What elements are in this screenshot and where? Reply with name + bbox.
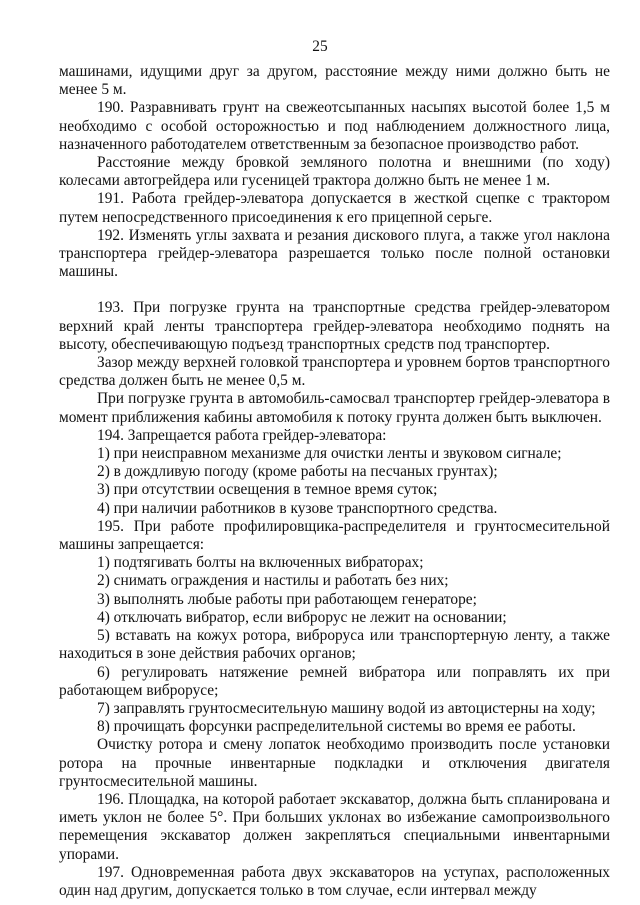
paragraph-195: 195. При работе профилировщика-распределителя и грунтосмесительной машины запрещается:: [59, 517, 610, 554]
paragraph: машинами, идущими друг за другом, расстояние между ними должно быть не менее 5 м.: [59, 63, 610, 99]
list-item: 4) при наличии работников в кузове транспортного средства.: [97, 499, 498, 517]
paragraph: Зазор между верхней головкой транспортера и уровнем бортов транспортного средства должен быть не менее 0,5 м.: [59, 354, 610, 390]
document-body: [59, 63, 610, 900]
list-item: 2) в дождливую погоду (кроме работы на песчаных грунтах);: [97, 463, 498, 481]
page-number: 25: [312, 38, 328, 55]
list-item: 5) вставать на кожух ротора, виброруса или транспортерную ленту, а также находиться в зоне действия рабочих органов;: [59, 627, 610, 663]
list-item: 1) при неисправном механизме для очистки ленты и звуковом сигнале;: [97, 445, 562, 463]
list-item: 2) снимать ограждения и настилы и работать без них;: [97, 572, 449, 590]
paragraph-194: 194. Запрещается работа грейдер-элеватора:: [97, 426, 387, 444]
list-item: 4) отключать вибратор, если виброрус не лежит на основании;: [97, 608, 507, 626]
paragraph-193: 193. При погрузке грунта на транспортные средства грейдер-элеватором верхний край ленты транспортера грейдер-элеватора необходимо поднять на высоту, обеспечивающую подъезд транспортных средств под транспортер.: [59, 299, 610, 353]
paragraph-197: 197. Одновременная работа двух экскаваторов на уступах, расположенных один над другим, допускается только в том случае, если интервал между: [59, 863, 610, 899]
list-item: 7) заправлять грунтосмесительную машину водой из автоцистерны на ходу;: [97, 699, 596, 717]
paragraph: Очистку ротора и смену лопаток необходимо производить после установки ротора на прочные инвентарные подкладки и отключения двигателя грунтосмесительной машины.: [59, 736, 610, 790]
list-item: 6) регулировать натяжение ремней вибратора или поправлять их при работающем виброрусе;: [59, 663, 610, 699]
paragraph: При погрузке грунта в автомобиль-самосвал транспортер грейдер-элеватора в момент приближения кабины автомобиля к потоку грунта должен быть выключен.: [59, 390, 610, 426]
paragraph-191: 191. Работа грейдер-элеватора допускается в жесткой сцепке с трактором путем непосредственного присоединения к его прицепной серьге.: [59, 190, 610, 226]
list-item: 1) подтягивать болты на включенных вибраторах;: [97, 554, 424, 572]
paragraph-190: 190. Разравнивать грунт на свежеотсыпанных насыпях высотой более 1,5 м необходимо с особой осторожностью и под наблюдением должностного лица, назначенного работодателем ответственным за безопасное производство работ.: [59, 99, 610, 153]
list-item: 3) выполнять любые работы при работающем генераторе;: [97, 590, 477, 608]
list-item: 8) прочищать форсунки распределительной системы во время ее работы.: [97, 718, 576, 736]
list-item: 3) при отсутствии освещения в темное время суток;: [97, 481, 438, 499]
paragraph-192: 192. Изменять углы захвата и резания дискового плуга, а также угол наклона транспортера грейдер-элеватора разрешается только после полной остановки машины.: [59, 226, 610, 281]
paragraph-196: 196. Площадка, на которой работает экскаватор, должна быть спланирована и иметь уклон не более 5°. При больших уклонах во избежание самопроизвольного перемещения экскаватор должен закрепляться специальными инвентарными упорами.: [59, 790, 610, 863]
paragraph: Расстояние между бровкой земляного полотна и внешними (по ходу) колесами автогрейдера или гусеницей трактора должно быть не менее 1 м.: [59, 154, 610, 190]
